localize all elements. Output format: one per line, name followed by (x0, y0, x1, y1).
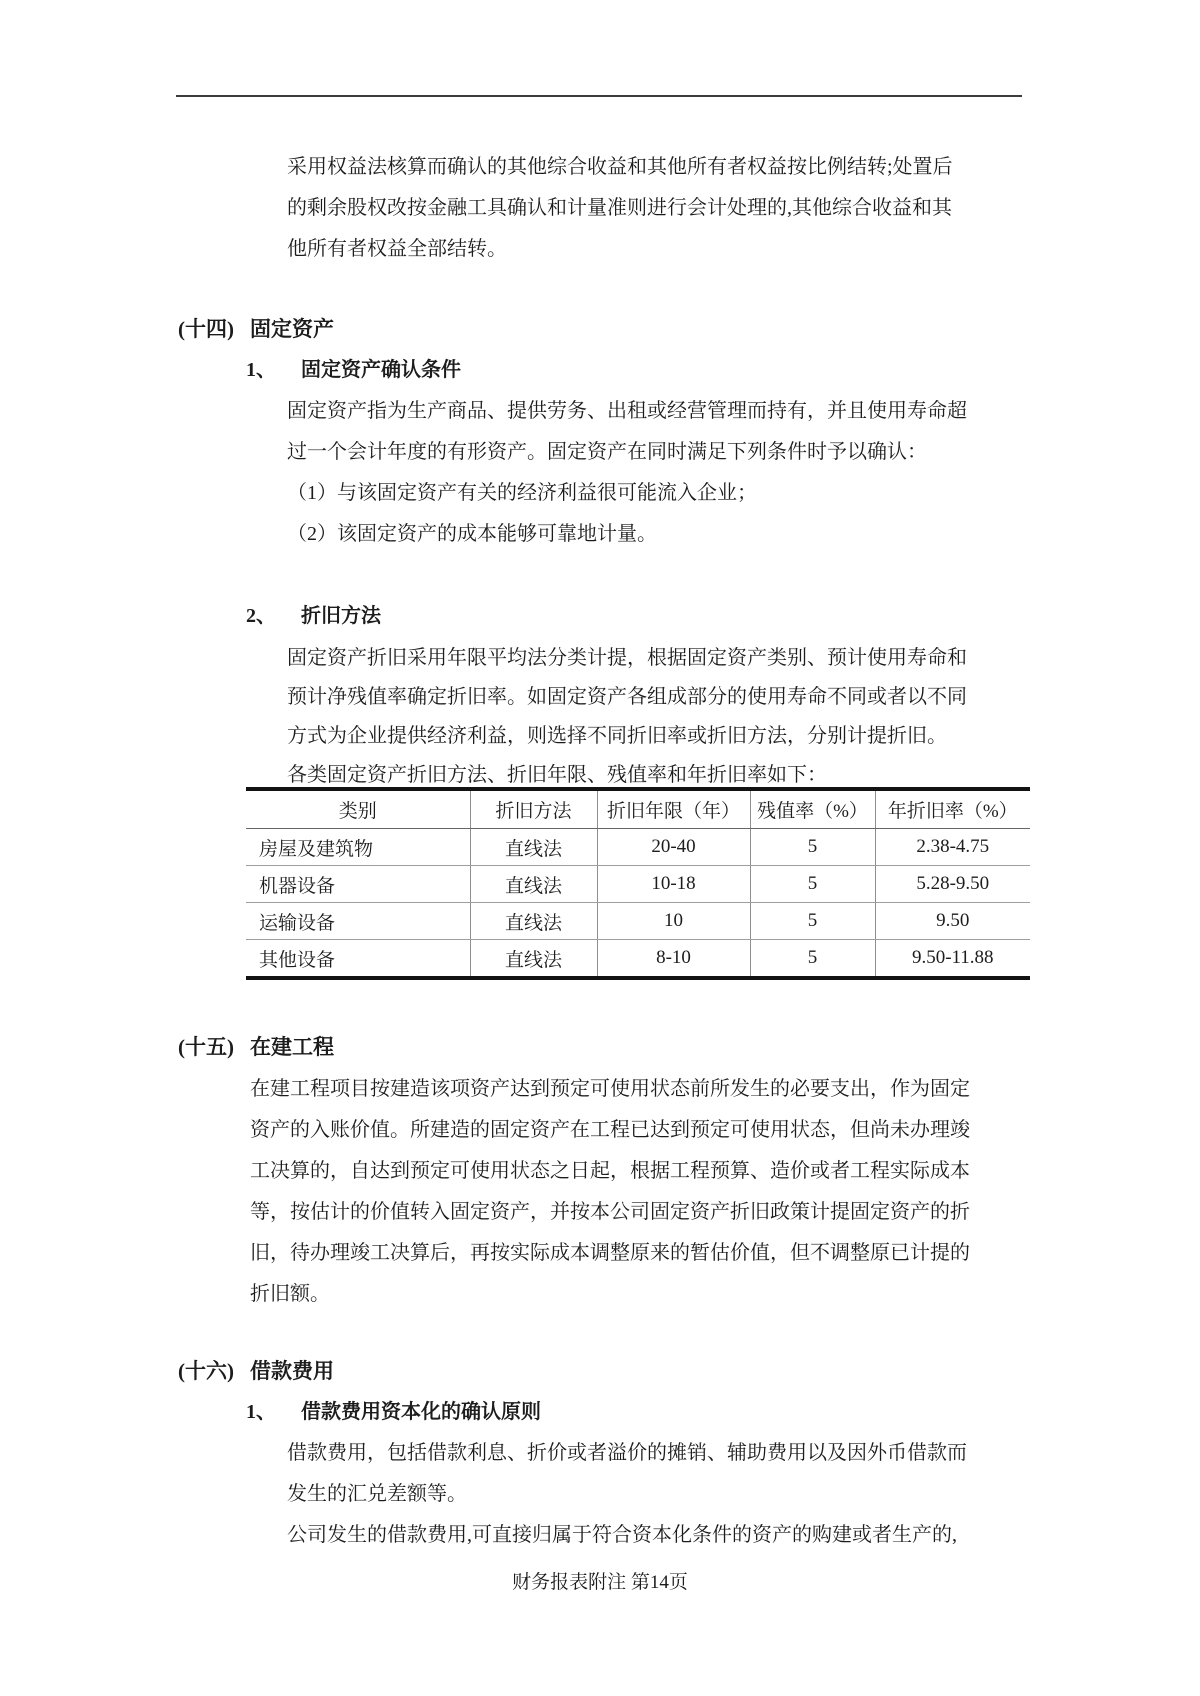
section-16-heading (0, 1351, 1200, 1392)
table-cell: 9.50-11.88 (911, 947, 994, 968)
page-header-rule (176, 95, 1022, 97)
item-14-1-heading (0, 350, 1200, 391)
table-header-cell: 残值率（%） (750, 789, 875, 829)
text-line: 发生的汇兑差额等。 (287, 1483, 467, 1505)
table-row (246, 940, 1030, 979)
section-15-number: (十五) (178, 1035, 234, 1059)
table-cell: 5.28-9.50 (875, 866, 1030, 903)
item-14-2-number: 2、 (246, 605, 276, 627)
text-line: 工决算的，自达到预定可使用状态之日起，根据工程预算、造价或者工程实际成本 (250, 1160, 970, 1182)
table-cell: 2.38-4.75 (875, 829, 1030, 866)
item-16-1-heading (0, 1392, 1200, 1433)
text-line: 资产的入账价值。所建造的固定资产在工程已达到预定可使用状态，但尚未办理竣 (250, 1119, 970, 1141)
text-line: 借款费用，包括借款利息、折价或者溢价的摊销、辅助费用以及因外币借款而 (287, 1442, 967, 1464)
table-row (246, 866, 1030, 903)
text-line: 过一个会计年度的有形资产。固定资产在同时满足下列条件时予以确认： (287, 441, 927, 463)
section-14-heading (0, 309, 1200, 350)
table-cell: 5 (750, 940, 875, 979)
fixed-asset-recognition-paragraph (287, 391, 977, 555)
text-line: 的剩余股权改按金融工具确认和计量准则进行会计处理的,其他综合收益和其 (287, 197, 952, 219)
section-16-number: (十六) (178, 1359, 234, 1383)
section-15-heading (0, 1027, 1200, 1068)
borrowing-costs-paragraph-1 (287, 1433, 977, 1515)
page-footer: 财务报表附注 第14页 (512, 1572, 688, 1593)
item-16-1-number: 1、 (246, 1401, 276, 1423)
intro-paragraph (287, 147, 977, 270)
table-cell: 9.50 (875, 903, 1030, 940)
item-14-2-heading (0, 596, 1200, 637)
text-line: （2）该固定资产的成本能够可靠地计量。 (287, 523, 657, 545)
text-line: 固定资产折旧采用年限平均法分类计提，根据固定资产类别、预计使用寿命和 (287, 647, 967, 669)
construction-in-progress-paragraph (250, 1069, 974, 1315)
table-cell: 10 (597, 903, 750, 940)
table-cell: 其他设备 (246, 940, 470, 979)
section-16-title: 借款费用 (250, 1359, 334, 1383)
table-header-row (246, 789, 1030, 829)
text-line: 公司发生的借款费用,可直接归属于符合资本化条件的资产的购建或者生产的, (287, 1524, 957, 1546)
section-15-title: 在建工程 (250, 1035, 334, 1059)
table-row (246, 829, 1030, 866)
text-line: 固定资产指为生产商品、提供劳务、出租或经营管理而持有，并且使用寿命超 (287, 400, 967, 422)
item-14-1-title: 固定资产确认条件 (301, 359, 461, 381)
item-14-2-title: 折旧方法 (301, 605, 381, 627)
text-line: 各类固定资产折旧方法、折旧年限、残值率和年折旧率如下： (287, 764, 827, 786)
text-line: （1）与该固定资产有关的经济利益很可能流入企业； (287, 482, 757, 504)
table-header-cell: 类别 (246, 789, 470, 829)
table-header-cell: 折旧方法 (470, 789, 597, 829)
section-14-number: (十四) (178, 317, 234, 341)
text-line: 他所有者权益全部结转。 (287, 238, 507, 260)
table-cell: 8-10 (597, 940, 750, 979)
table-cell: 10-18 (597, 866, 750, 903)
table-cell: 20-40 (597, 829, 750, 866)
table-header-cell: 折旧年限（年） (597, 789, 750, 829)
item-14-1-number: 1、 (246, 359, 276, 381)
table-cell: 直线法 (470, 903, 597, 940)
item-16-1-title: 借款费用资本化的确认原则 (301, 1401, 541, 1423)
text-line: 等，按估计的价值转入固定资产，并按本公司固定资产折旧政策计提固定资产的折 (250, 1201, 970, 1223)
table-cell: 5 (750, 866, 875, 903)
text-line: 方式为企业提供经济利益，则选择不同折旧率或折旧方法，分别计提折旧。 (287, 725, 947, 747)
table-cell: 房屋及建筑物 (246, 829, 470, 866)
section-14-title: 固定资产 (250, 317, 334, 341)
text-line: 旧，待办理竣工决算后，再按实际成本调整原来的暂估价值，但不调整原已计提的 (250, 1242, 970, 1264)
table-cell: 直线法 (470, 866, 597, 903)
table-cell: 5 (750, 829, 875, 866)
table-cell: 5 (750, 903, 875, 940)
table-row (246, 903, 1030, 940)
depreciation-table (246, 787, 1030, 980)
text-line: 预计净残值率确定折旧率。如固定资产各组成部分的使用寿命不同或者以不同 (287, 686, 967, 708)
text-line: 折旧额。 (250, 1283, 330, 1305)
text-line: 采用权益法核算而确认的其他综合收益和其他所有者权益按比例结转;处置后 (287, 156, 953, 178)
table-cell: 机器设备 (246, 866, 470, 903)
depreciation-method-paragraph (287, 639, 977, 795)
borrowing-costs-paragraph-2 (287, 1515, 987, 1556)
table-cell: 直线法 (470, 940, 597, 979)
text-line: 在建工程项目按建造该项资产达到预定可使用状态前所发生的必要支出，作为固定 (250, 1078, 970, 1100)
table-cell: 运输设备 (246, 903, 470, 940)
table-cell: 直线法 (470, 829, 597, 866)
table-header-cell: 年折旧率（%） (875, 789, 1030, 829)
